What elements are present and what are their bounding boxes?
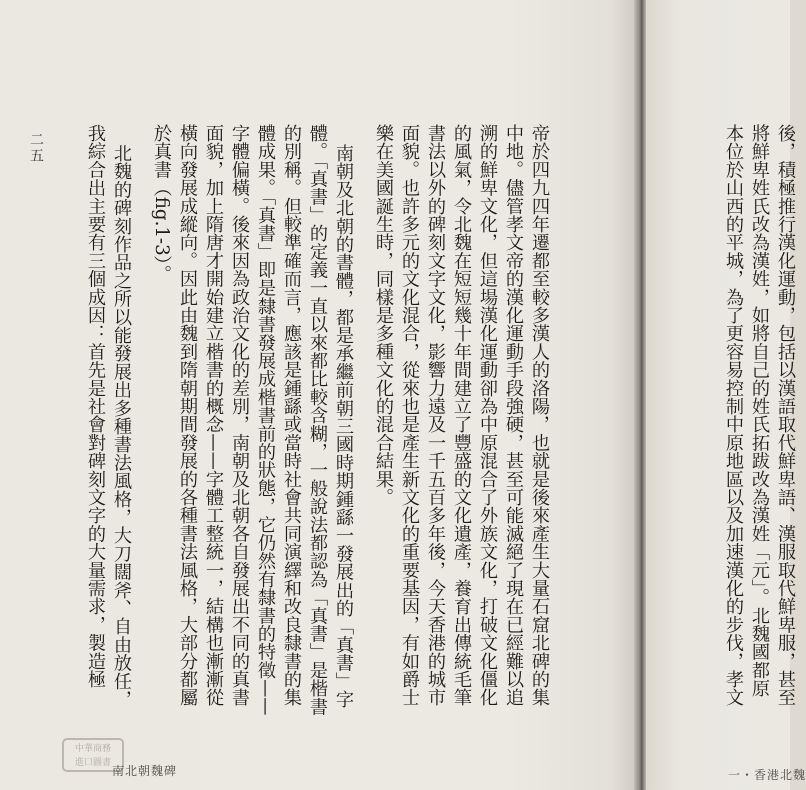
text-column: 的風氣，令北魏在短短幾十年間建立了豐盛的文化遺產，養育出傳統毛筆 (451, 124, 472, 707)
text-column: 後，積極推行漢化運動，包括以漢語取代鮮卑語、漢服取代鮮卑服，甚至 (775, 124, 796, 707)
stamp-line: 中華商務 (74, 744, 111, 754)
text-column: 書法以外的碑刻文字文化，影響力遠及一千五百多年後，今天香港的城市 (425, 124, 446, 707)
stamp-line: 進口圖書 (74, 758, 111, 768)
page-number: 二五 (28, 132, 44, 164)
text-column: 於真書（fig.1-3）。 (151, 124, 172, 283)
text-column: 面貌。也許多元的文化混合，從來也是產生新文化的重要基因，有如爵士 (399, 124, 420, 707)
right-page (646, 0, 806, 790)
text-column: 帝於四九四年遷都至較多漢人的洛陽，也就是後來產生大量石窟北碑的集 (529, 124, 550, 707)
text-column: 本位於山西的平城，為了更容易控制中原地區以及加速漢化的步伐，孝文 (723, 124, 744, 707)
text-column: 中地。儘管孝文帝的漢化運動手段強硬，甚至可能滅絕了現在已經難以追 (503, 124, 524, 707)
text-column: 體成果。「真書」即是隸書發展成楷書前的狀態，它仍然有隸書的特徵—— (255, 124, 276, 716)
text-column: 字體偏橫。後來因為政治文化的差別，南朝及北朝各自發展出不同的真書 (229, 124, 250, 707)
text-column: 溯的鮮卑文化，但這場漢化運動卻為中原混合了外族文化，打破文化僵化 (477, 124, 498, 707)
text-column: 樂在美國誕生時，同樣是多種文化的混合結果。 (373, 124, 394, 507)
text-column: 的別稱。但較準確而言，應該是鍾繇或當時社會共同演繹和改良隸書的集 (281, 124, 302, 707)
text-column: 我綜合出主要有三個成因：首先是社會對碑刻文字的大量需求，製造極 (85, 124, 106, 689)
text-column: 北魏的碑刻作品之所以能發展出多種書法風格，大刀闊斧、自由放任， (111, 144, 132, 709)
text-column: 南朝及北朝的書體，都是承繼前朝三國時期鍾繇一發展出的「真書」字 (333, 144, 354, 709)
running-footer: 一・香港北魏 (728, 768, 806, 782)
text-column: 將鮮卑姓氏改為漢姓，如將自己的姓氏拓跋改為漢姓「元」。北魏國都原 (749, 124, 770, 698)
running-footer: 南北朝魏碑 (112, 764, 178, 778)
text-column: 橫向發展成縱向。因此由魏到隋朝期間發展的各種書法風格，大部分都屬 (177, 124, 198, 707)
text-column: 體。「真書」的定義一直以來都比較含糊，一般說法都認為「真書」是楷書 (307, 124, 328, 716)
text-column: 面貌，加上隋唐才開始建立楷書的概念——字體工整統一，結構也漸漸從 (203, 124, 224, 707)
